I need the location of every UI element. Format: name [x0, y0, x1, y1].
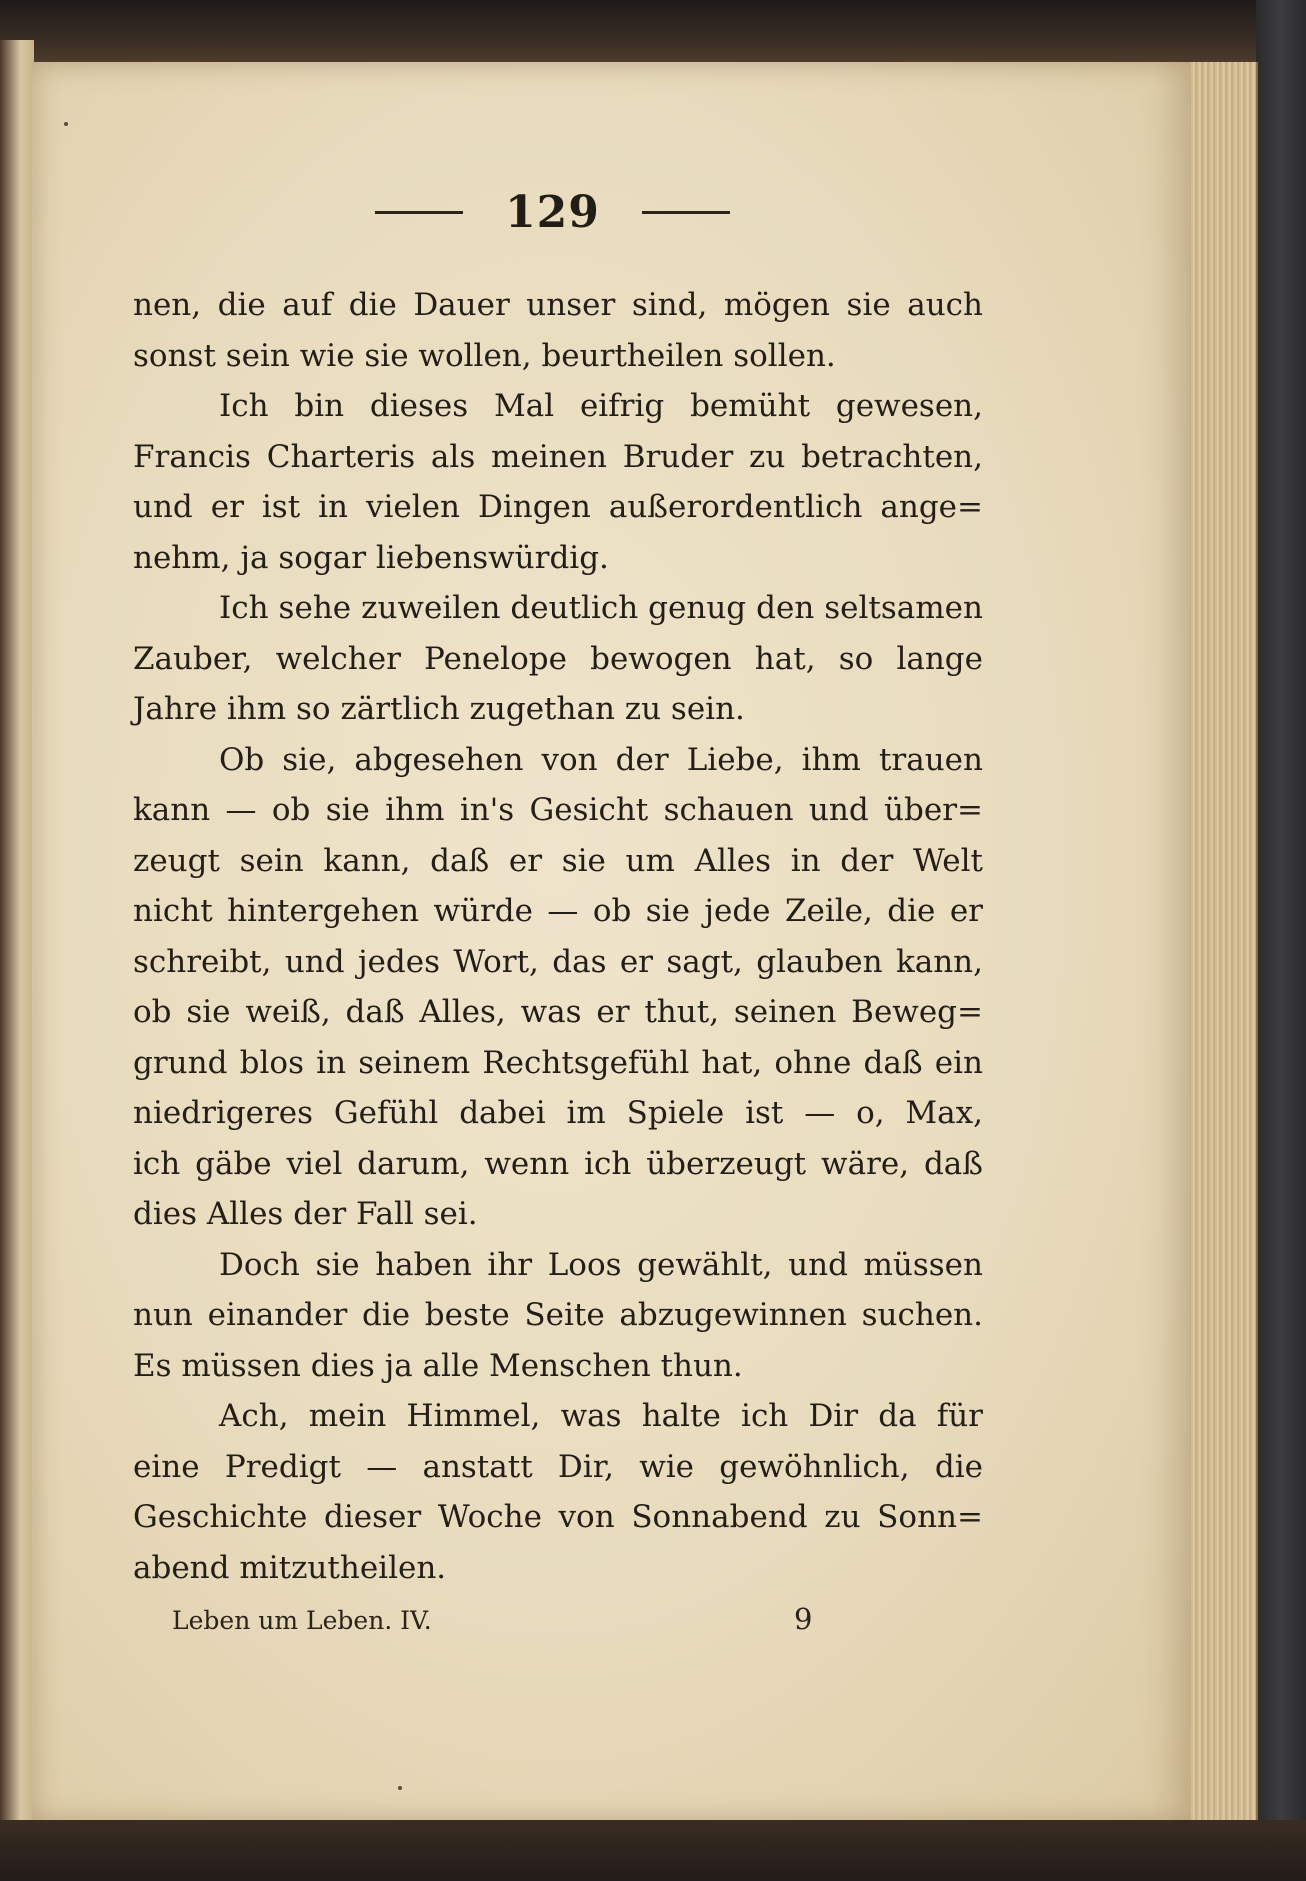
header-rule-left — [375, 211, 463, 214]
header-rule-right — [642, 211, 730, 214]
book-cover-right-edge — [1256, 0, 1306, 1881]
body-text — [133, 280, 983, 1593]
paper-speck — [64, 122, 68, 126]
text-line: sonst sein wie sie wollen, beurtheilen sollen. — [133, 337, 836, 374]
book-bottom-edge — [0, 1820, 1306, 1881]
paper-speck — [398, 1786, 402, 1790]
text-line: Ob sie, abgesehen von der Liebe, ihm trauen — [219, 741, 983, 778]
book-cover-top-edge — [0, 0, 1306, 70]
page-footer — [172, 1602, 822, 1646]
text-line: Francis Charteris als meinen Bruder zu betrachten, — [133, 438, 983, 475]
footer-signature: Leben um Leben. IV. — [172, 1606, 432, 1635]
text-line: ich gäbe viel darum, wenn ich überzeugt wäre, daß — [133, 1145, 983, 1182]
text-line: Geschichte dieser Woche von Sonnabend zu Sonn= — [133, 1499, 983, 1535]
text-line: Zauber, welcher Penelope bewogen hat, so lange — [133, 640, 983, 677]
text-line: nun einander die beste Seite abzugewinnen suchen. — [133, 1297, 983, 1333]
page-stack-edge — [1186, 62, 1258, 1822]
text-line: Ach, mein Himmel, was halte ich Dir da für — [219, 1398, 983, 1434]
text-line: nehm, ja sogar liebenswürdig. — [133, 539, 609, 576]
previous-page-edge — [0, 40, 34, 1830]
text-line: Doch sie haben ihr Loos gewählt, und müssen — [219, 1246, 983, 1283]
text-line: Ich sehe zuweilen deutlich genug den seltsamen — [219, 590, 983, 626]
text-line: nicht hintergehen würde — ob sie jede Zeile, die er — [133, 893, 983, 929]
text-line: niedrigeres Gefühl dabei im Spiele ist — o, Max, — [133, 1095, 983, 1131]
text-line: abend mitzutheilen. — [133, 1549, 447, 1586]
text-line: eine Predigt — anstatt Dir, wie gewöhnlich, die — [133, 1448, 983, 1485]
text-line: zeugt sein kann, daß er sie um Alles in der Welt — [133, 842, 983, 879]
page-number: 129 — [505, 186, 600, 238]
text-line: Ich bin dieses Mal eifrig bemüht gewesen, — [219, 388, 983, 424]
text-line: schreibt, und jedes Wort, das er sagt, glauben kann, — [133, 943, 983, 980]
text-line: dies Alles der Fall sei. — [133, 1196, 478, 1232]
text-line: nen, die auf die Dauer unser sind, mögen sie auch — [133, 287, 983, 323]
text-line: kann — ob sie ihm in's Gesicht schauen und über= — [133, 792, 983, 828]
page-header — [375, 182, 730, 242]
text-line: ob sie weiß, daß Alles, was er thut, seinen Beweg= — [133, 994, 983, 1030]
text-line: grund blos in seinem Rechtsgefühl hat, ohne daß ein — [133, 1044, 983, 1081]
text-line: Jahre ihm so zärtlich zugethan zu sein. — [133, 691, 745, 727]
sheet-number: 9 — [794, 1602, 813, 1636]
text-line: und er ist in vielen Dingen außerordentlich ange= — [133, 489, 983, 525]
text-line: Es müssen dies ja alle Menschen thun. — [133, 1347, 743, 1384]
